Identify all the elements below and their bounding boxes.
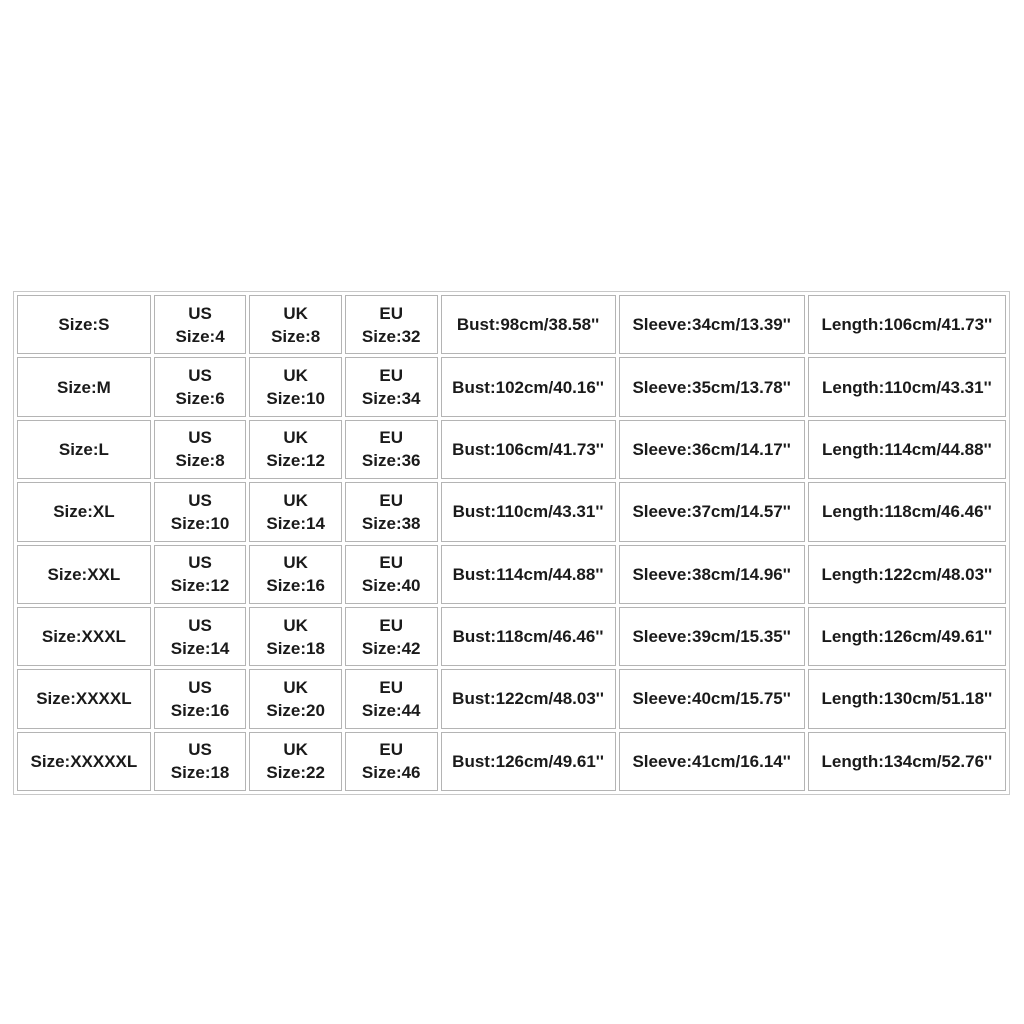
us-size-cell-value: Size:8 xyxy=(175,451,225,471)
eu-size-cell xyxy=(345,420,438,479)
sleeve-cell: Sleeve:40cm/15.75'' xyxy=(619,669,805,728)
eu-size-cell-value: Size:46 xyxy=(361,763,421,783)
bust-cell: Bust:98cm/38.58'' xyxy=(441,295,616,354)
uk-size-cell-label: UK xyxy=(283,677,308,697)
eu-size-cell xyxy=(345,357,438,416)
us-size-cell-label: US xyxy=(188,303,212,323)
size-cell: Size:M xyxy=(17,357,151,416)
us-size-cell-label: US xyxy=(188,490,212,510)
size-chart-table xyxy=(14,292,1009,794)
table-row xyxy=(17,607,1006,666)
us-size-cell-label: US xyxy=(188,553,212,573)
uk-size-cell-value: Size:18 xyxy=(266,638,325,658)
us-size-cell-value: Size:6 xyxy=(175,389,225,409)
uk-size-cell-value: Size:20 xyxy=(266,700,325,720)
eu-size-cell-label: EU xyxy=(379,677,404,697)
us-size-cell xyxy=(154,607,247,666)
uk-size-cell-value: Size:22 xyxy=(266,763,325,783)
bust-cell: Bust:126cm/49.61'' xyxy=(441,732,616,791)
bust-cell: Bust:102cm/40.16'' xyxy=(441,357,616,416)
us-size-cell xyxy=(154,420,247,479)
length-cell: Length:110cm/43.31'' xyxy=(808,357,1006,416)
eu-size-cell-value: Size:34 xyxy=(361,389,421,409)
uk-size-cell xyxy=(249,482,342,541)
us-size-cell xyxy=(154,357,247,416)
us-size-cell-value: Size:16 xyxy=(170,700,230,720)
us-size-cell-value: Size:14 xyxy=(170,638,230,658)
uk-size-cell-label: UK xyxy=(283,366,308,386)
bust-cell: Bust:106cm/41.73'' xyxy=(441,420,616,479)
table-row xyxy=(17,669,1006,728)
eu-size-cell-label: EU xyxy=(379,615,404,635)
eu-size-cell-value: Size:40 xyxy=(361,576,421,596)
table-row xyxy=(17,295,1006,354)
us-size-cell-value: Size:12 xyxy=(170,576,230,596)
us-size-cell-label: US xyxy=(188,428,212,448)
length-cell: Length:118cm/46.46'' xyxy=(808,482,1006,541)
uk-size-cell-label: UK xyxy=(283,490,308,510)
uk-size-cell-label: UK xyxy=(283,428,308,448)
sleeve-cell: Sleeve:38cm/14.96'' xyxy=(619,545,805,604)
table-row xyxy=(17,732,1006,791)
sleeve-cell: Sleeve:35cm/13.78'' xyxy=(619,357,805,416)
uk-size-cell-value: Size:14 xyxy=(266,513,325,533)
table-row xyxy=(17,482,1006,541)
size-cell: Size:L xyxy=(17,420,151,479)
bust-cell: Bust:122cm/48.03'' xyxy=(441,669,616,728)
size-cell: Size:XXXL xyxy=(17,607,151,666)
uk-size-cell xyxy=(249,420,342,479)
bust-cell: Bust:114cm/44.88'' xyxy=(441,545,616,604)
us-size-cell xyxy=(154,545,247,604)
size-cell: Size:XXXXXL xyxy=(17,732,151,791)
eu-size-cell xyxy=(345,295,438,354)
size-chart xyxy=(13,291,1010,795)
eu-size-cell-value: Size:38 xyxy=(361,513,421,533)
table-row xyxy=(17,420,1006,479)
length-cell: Length:134cm/52.76'' xyxy=(808,732,1006,791)
length-cell: Length:114cm/44.88'' xyxy=(808,420,1006,479)
uk-size-cell-label: UK xyxy=(283,740,308,760)
uk-size-cell-value: Size:12 xyxy=(266,451,325,471)
uk-size-cell xyxy=(249,732,342,791)
uk-size-cell-value: Size:16 xyxy=(266,576,325,596)
eu-size-cell-label: EU xyxy=(379,553,404,573)
size-cell: Size:XL xyxy=(17,482,151,541)
table-row xyxy=(17,357,1006,416)
eu-size-cell xyxy=(345,482,438,541)
us-size-cell xyxy=(154,295,247,354)
table-row xyxy=(17,545,1006,604)
length-cell: Length:130cm/51.18'' xyxy=(808,669,1006,728)
eu-size-cell xyxy=(345,732,438,791)
size-cell: Size:XXL xyxy=(17,545,151,604)
us-size-cell-label: US xyxy=(188,740,212,760)
sleeve-cell: Sleeve:37cm/14.57'' xyxy=(619,482,805,541)
us-size-cell xyxy=(154,669,247,728)
size-cell: Size:XXXXL xyxy=(17,669,151,728)
us-size-cell xyxy=(154,482,247,541)
us-size-cell-label: US xyxy=(188,677,212,697)
us-size-cell-value: Size:4 xyxy=(175,326,225,346)
length-cell: Length:122cm/48.03'' xyxy=(808,545,1006,604)
bust-cell: Bust:118cm/46.46'' xyxy=(441,607,616,666)
eu-size-cell-label: EU xyxy=(379,428,404,448)
size-chart-body xyxy=(17,295,1006,791)
eu-size-cell xyxy=(345,545,438,604)
eu-size-cell-label: EU xyxy=(379,490,404,510)
us-size-cell-value: Size:18 xyxy=(170,763,230,783)
uk-size-cell-label: UK xyxy=(283,615,308,635)
sleeve-cell: Sleeve:34cm/13.39'' xyxy=(619,295,805,354)
eu-size-cell-value: Size:36 xyxy=(361,451,421,471)
uk-size-cell xyxy=(249,669,342,728)
length-cell: Length:126cm/49.61'' xyxy=(808,607,1006,666)
eu-size-cell-value: Size:42 xyxy=(361,638,421,658)
us-size-cell xyxy=(154,732,247,791)
eu-size-cell-label: EU xyxy=(379,303,404,323)
eu-size-cell-label: EU xyxy=(379,366,404,386)
length-cell: Length:106cm/41.73'' xyxy=(808,295,1006,354)
eu-size-cell xyxy=(345,607,438,666)
eu-size-cell-label: EU xyxy=(379,740,404,760)
uk-size-cell-value: Size:8 xyxy=(271,326,321,346)
size-cell: Size:S xyxy=(17,295,151,354)
us-size-cell-value: Size:10 xyxy=(170,513,230,533)
uk-size-cell xyxy=(249,357,342,416)
eu-size-cell-value: Size:44 xyxy=(361,700,421,720)
uk-size-cell-label: UK xyxy=(283,303,308,323)
uk-size-cell xyxy=(249,545,342,604)
uk-size-cell-label: UK xyxy=(283,553,308,573)
sleeve-cell: Sleeve:36cm/14.17'' xyxy=(619,420,805,479)
sleeve-cell: Sleeve:41cm/16.14'' xyxy=(619,732,805,791)
bust-cell: Bust:110cm/43.31'' xyxy=(441,482,616,541)
uk-size-cell-value: Size:10 xyxy=(266,389,325,409)
sleeve-cell: Sleeve:39cm/15.35'' xyxy=(619,607,805,666)
us-size-cell-label: US xyxy=(188,366,212,386)
uk-size-cell xyxy=(249,607,342,666)
us-size-cell-label: US xyxy=(188,615,212,635)
eu-size-cell-value: Size:32 xyxy=(361,326,421,346)
uk-size-cell xyxy=(249,295,342,354)
eu-size-cell xyxy=(345,669,438,728)
